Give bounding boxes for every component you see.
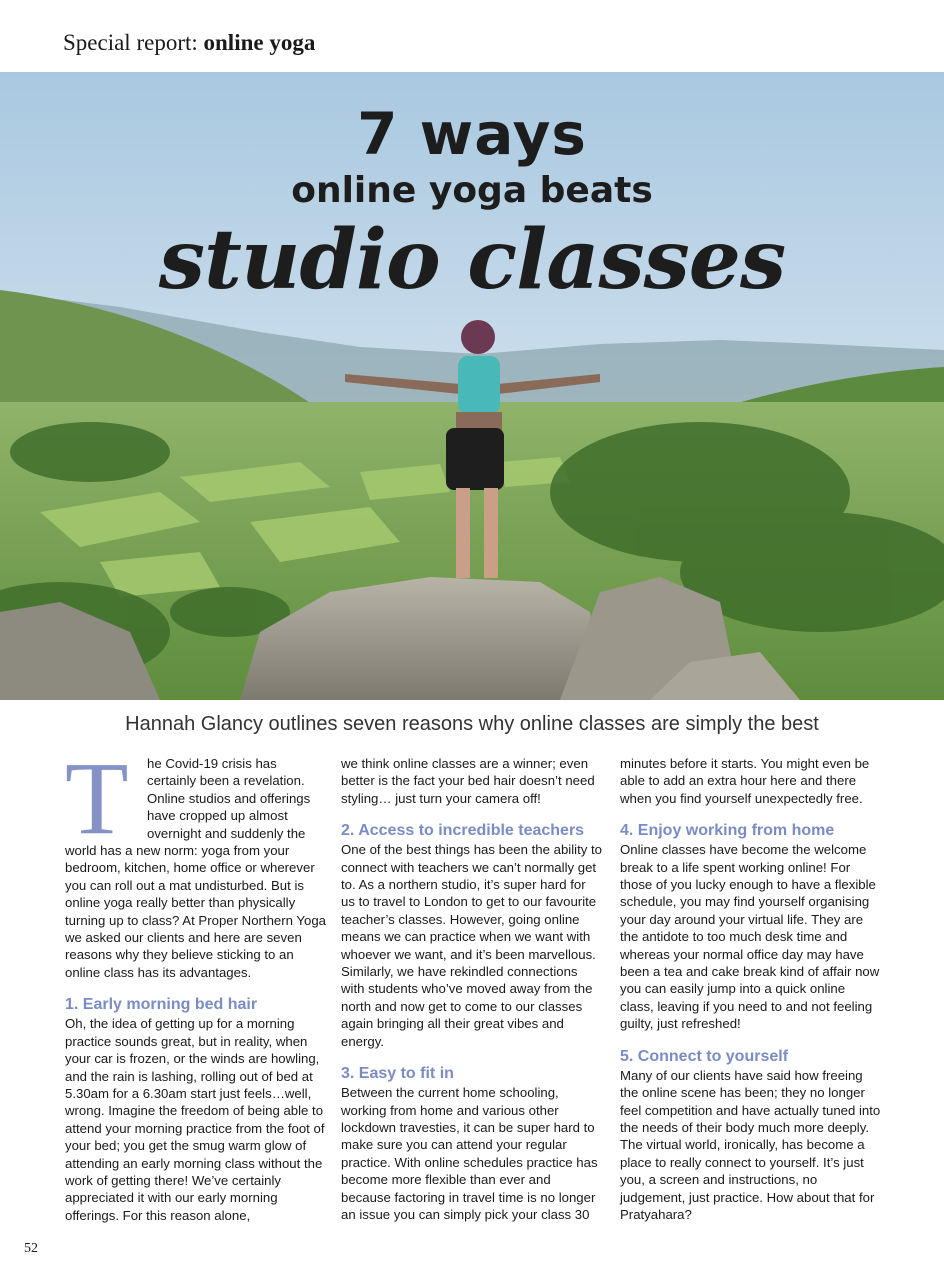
article-column-1 — [65, 741, 327, 1224]
running-head — [63, 30, 315, 56]
section-heading-3: 3. Easy to fit in — [341, 1065, 454, 1083]
headline-line-2: online yoga beats — [291, 170, 653, 211]
section-body-3-continued: minutes before it starts. You might even be able to add an extra hour here and there when you find yourself unexpectedly free. — [620, 756, 870, 806]
headline-line-1: 7 ways — [357, 100, 587, 168]
headline-line-3: studio classes — [158, 212, 786, 308]
article-column-2 — [341, 755, 603, 1223]
section-body-5: Many of our clients have said how freeing the online scene has been; they no longer feel competition and have actually tuned into the needs of their body much more deeply. The virtual world, ironically, has become a place to really connect to yourself. It’s just you, a screen and instructions, no judgement, just practice. How about that for Pratyahara? — [620, 1067, 881, 1222]
section-body-2: One of the best things has been the ability to connect with teachers we can’t normally get to. As a northern studio, it’s super hard for us to travel to London to get to our favourite teacher’s classes. However, going online means we can practice when we want with whoever we want, and it’s been marvellous. Similarly, we have rekindled connections with students who’ve moved away from the north and now get to come to our classes again bringing all their great vibes and energy. — [341, 842, 602, 1049]
intro-text: he Covid-19 crisis has certainly been a revelation. Online studios and offerings have cropped up almost overnight and suddenly the world has a new norm: yoga from your bedroom, kitchen, home office or wherever you can roll out a mat undisturbed. But is online yoga really better than physically turning up to class? At Proper Northern Yoga we asked our clients and here are seven reasons why they believe sticking to an online class has its advantages. — [65, 756, 326, 980]
section-body-3: Between the current home schooling, working from home and various other lockdown travesties, it can be super hard to make sure you can attend your regular practice. With online schedules practice has become more flexible than ever and because factoring in travel time is no longer an issue you can simply pick your class 30 — [341, 1085, 598, 1222]
section-body-1: Oh, the idea of getting up for a morning practice sounds great, but in reality, when your car is frozen, or the winds are howling, and the rain is lashing, rolling out of bed at 5.30am for a 6.30am start just feels…well, wrong. Imagine the freedom of being able to attend your morning practice from the foot of your bed; you get the smug warm glow of attending an early morning class without the work of getting there! We’ve certainly appreciated it with our early morning offerings. For this reason alone, — [65, 1016, 325, 1223]
standfirst: Hannah Glancy outlines seven reasons why online classes are simply the best — [125, 713, 819, 735]
section-body-4: Online classes have become the welcome break to a life spent working online! For those of you lucky enough to have a flexible schedule, you may find yourself organising your day around your virtual life. They are the antidote to too much desk time and whereas your normal office day may have been a tea and cake break kind of affair now you can easily jump into a quick online class, leaving if you need to and not feeling guilty, just refreshed! — [620, 842, 880, 1032]
page-number: 52 — [24, 1241, 38, 1256]
section-body-1-continued: we think online classes are a winner; even better is the fact your bed hair doesn’t need styling… just turn your camera off! — [341, 756, 595, 806]
running-head-section: online yoga — [203, 30, 316, 55]
section-heading-4: 4. Enjoy working from home — [620, 822, 835, 840]
running-head-prefix: Special report: — [63, 30, 198, 55]
section-heading-1: 1. Early morning bed hair — [65, 996, 258, 1014]
intro-paragraph — [65, 741, 327, 981]
drop-cap: T — [65, 741, 129, 856]
section-heading-2: 2. Access to incredible teachers — [341, 822, 585, 840]
section-heading-5: 5. Connect to yourself — [620, 1047, 789, 1065]
article-column-3 — [620, 755, 882, 1223]
